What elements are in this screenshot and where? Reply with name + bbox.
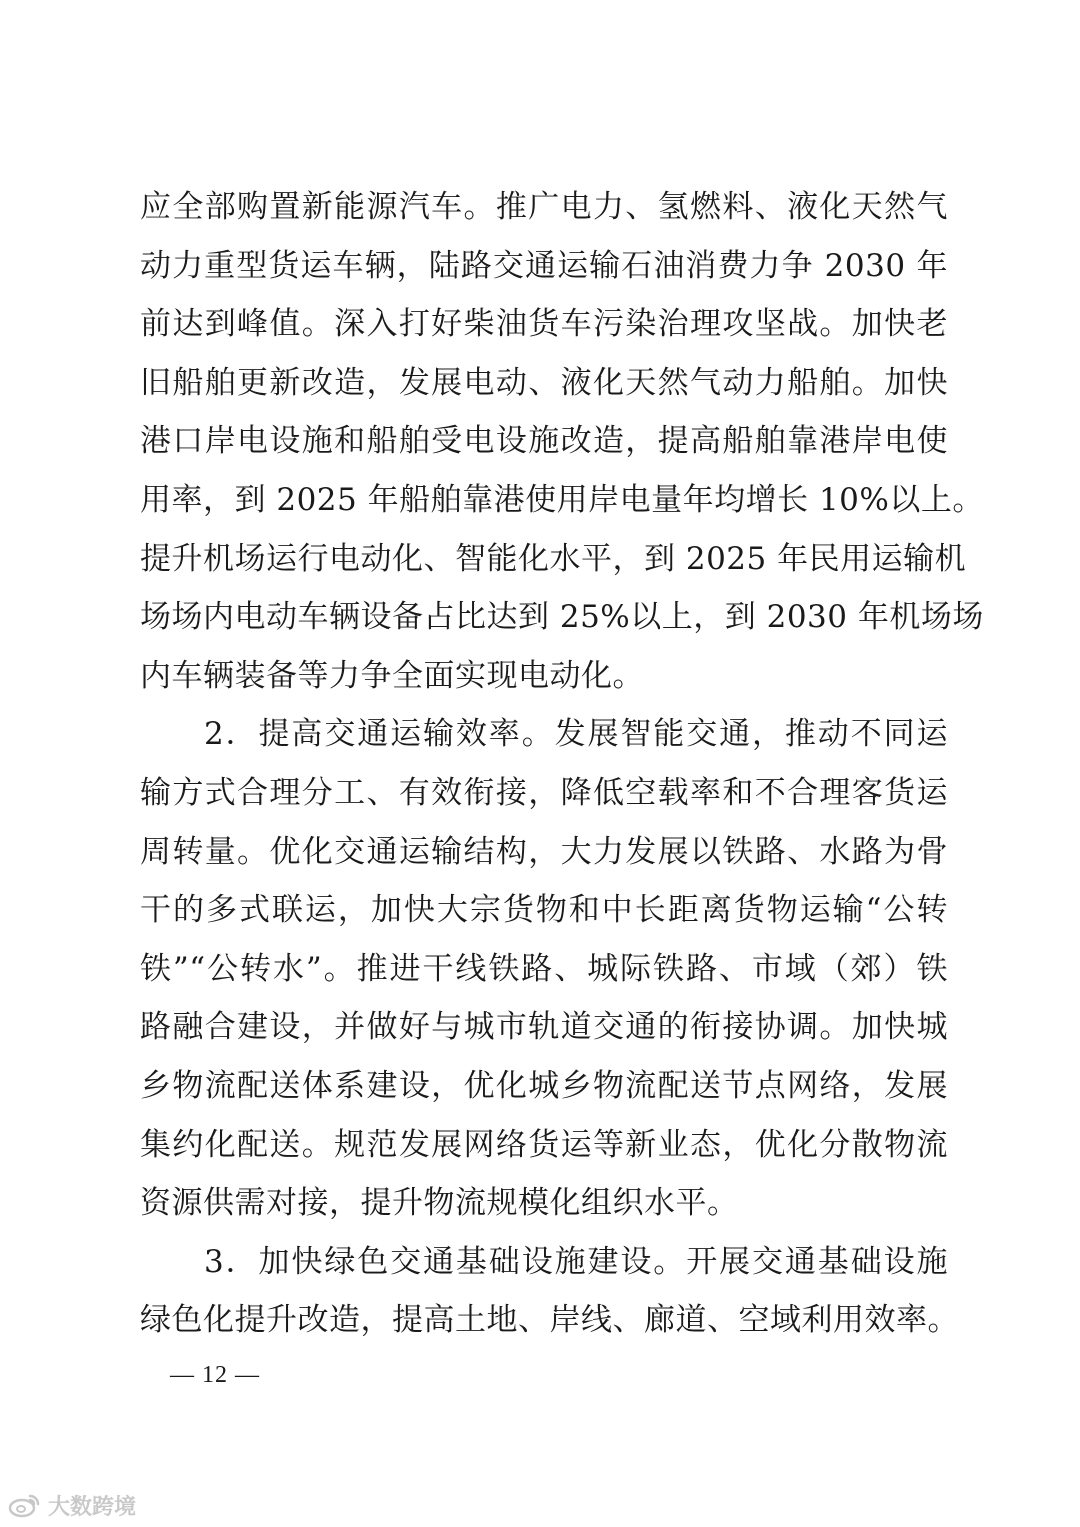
section-heading-line: 2．提高交通运输效率。发展智能交通，推动不同运 bbox=[204, 716, 948, 753]
text-line: 资源供需对接，提升物流规模化组织水平。 bbox=[140, 1185, 739, 1222]
body-text bbox=[140, 178, 984, 1350]
text-line: 应全部购置新能源汽车。推广电力、氢燃料、液化天然气 bbox=[140, 189, 948, 225]
text-line: 内车辆装备等力争全面实现电动化。 bbox=[140, 657, 644, 694]
watermark-text: 大数跨境 bbox=[48, 1494, 137, 1520]
text-line: 铁”“公转水”。推进干线铁路、城际铁路、市域（郊）铁 bbox=[140, 950, 948, 987]
text-line: 路融合建设，并做好与城市轨道交通的衔接协调。加快城 bbox=[140, 1009, 948, 1046]
text-line: 前达到峰值。深入打好柴油货车污染治理攻坚战。加快老 bbox=[140, 306, 948, 343]
text-line: 用率，到 2025 年船舶靠港使用岸电量年均增长 10%以上。 bbox=[140, 481, 984, 518]
text-line: 集约化配送。规范发展网络货运等新业态，优化分散物流 bbox=[140, 1126, 948, 1163]
watermark bbox=[8, 1490, 136, 1520]
weibo-logo-icon bbox=[8, 1492, 42, 1518]
text-line: 港口岸电设施和船舶受电设施改造，提高船舶靠港岸电使 bbox=[140, 423, 948, 460]
text-line: 场场内电动车辆设备占比达到 25%以上，到 2030 年机场场 bbox=[140, 599, 984, 636]
text-line: 提升机场运行电动化、智能化水平，到 2025 年民用运输机 bbox=[140, 540, 967, 577]
text-line: 绿色化提升改造，提高土地、岸线、廊道、空域利用效率。 bbox=[140, 1302, 959, 1339]
text-line: 干的多式联运，加快大宗货物和中长距离货物运输“公转 bbox=[140, 892, 948, 929]
text-line: 动力重型货运车辆，陆路交通运输石油消费力争 2030 年 bbox=[140, 247, 948, 284]
page-number: — 12 — bbox=[170, 1362, 260, 1388]
section-heading-line: 3．加快绿色交通基础设施建设。开展交通基础设施 bbox=[204, 1243, 948, 1280]
text-line: 乡物流配送体系建设，优化城乡物流配送节点网络，发展 bbox=[140, 1067, 948, 1104]
text-line: 周转量。优化交通运输结构，大力发展以铁路、水路为骨 bbox=[140, 833, 948, 870]
text-line: 输方式合理分工、有效衔接，降低空载率和不合理客货运 bbox=[140, 774, 948, 811]
text-line: 旧船舶更新改造，发展电动、液化天然气动力船舶。加快 bbox=[140, 364, 948, 401]
